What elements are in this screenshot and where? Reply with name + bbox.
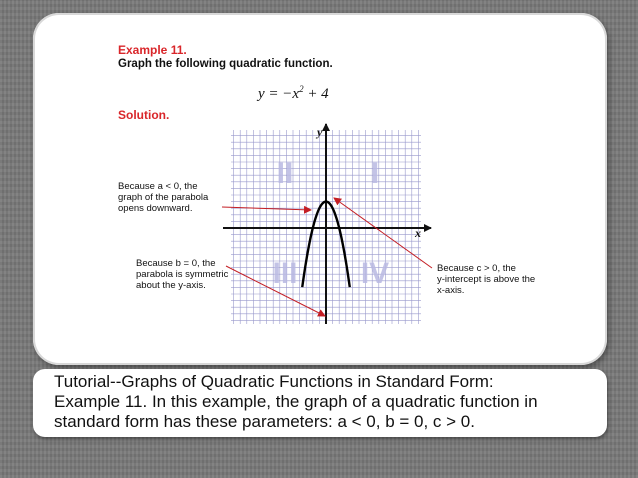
quadrant-label-iii: III — [272, 257, 298, 290]
caption-text — [54, 372, 594, 432]
equation-exponent: 2 — [299, 84, 304, 94]
y-axis-label: y — [317, 125, 323, 139]
annotation-c-line-1: Because c > 0, the — [437, 263, 516, 274]
annotation-a — [118, 181, 208, 214]
quadrant-label-ii: II — [276, 157, 294, 190]
quadrant-label-i: I — [370, 157, 380, 190]
annotation-a-line-2: graph of the parabola — [118, 192, 209, 203]
caption-line-1: Tutorial--Graphs of Quadratic Functions in Standard Form: — [54, 372, 494, 391]
annotation-b-line-2: parabola is symmetric — [136, 269, 229, 280]
example-title: Example 11. — [118, 43, 187, 57]
quadrant-label-iv: IV — [360, 257, 390, 290]
caption-line-2: Example 11. In this example, the graph of a quadratic function in — [54, 392, 538, 411]
solution-label: Solution. — [118, 108, 170, 122]
equation-rhs: + 4 — [303, 86, 329, 102]
annotation-b-line-1: Because b = 0, the — [136, 258, 216, 269]
annotation-c-line-3: x-axis. — [437, 285, 465, 296]
annotation-b — [136, 258, 228, 291]
annotation-a-line-1: Because a < 0, the — [118, 181, 198, 192]
annotation-a-line-3: opens downward. — [118, 203, 193, 214]
example-instruction: Graph the following quadratic function. — [118, 58, 333, 70]
annotation-b-line-3: about the y-axis. — [136, 280, 206, 291]
x-axis-label: x — [415, 226, 421, 240]
annotation-c — [437, 263, 535, 296]
quadrant-labels — [272, 157, 389, 290]
caption-line-3: standard form has these parameters: a < 0, b = 0, c > 0. — [54, 412, 475, 431]
equation-lhs: y = −x — [258, 86, 300, 102]
annotation-c-line-2: y-intercept is above the — [437, 274, 536, 285]
